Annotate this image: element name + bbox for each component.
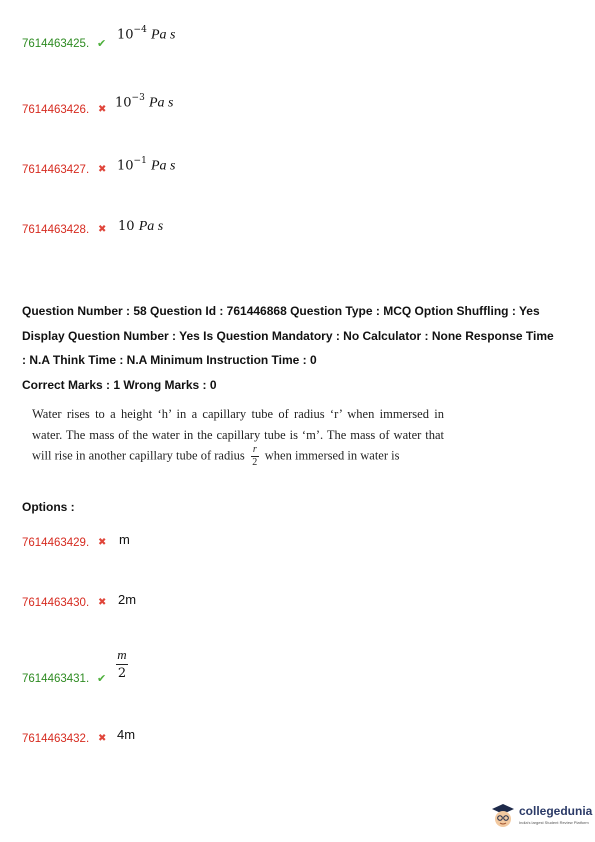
- meta-line-2: Display Question Number : Yes Is Question Mandatory : No Calculator : None Response Time: [22, 328, 554, 343]
- options-label: Options :: [22, 500, 75, 514]
- correct-check-icon: ✔: [97, 38, 107, 50]
- correct-check-icon: ✔: [97, 673, 107, 685]
- option-value: $10^{-4}$ Pa s: [117, 25, 176, 43]
- fraction-denominator: 2: [117, 666, 127, 681]
- option-id: 7614463426.: [22, 104, 90, 116]
- meta-line-3: : N.A Think Time : N.A Minimum Instruction Time : 0: [22, 353, 317, 367]
- meta-line-1: Question Number : 58 Question Id : 761446868 Question Type : MCQ Option Shuffling : Yes: [22, 304, 540, 318]
- option-id: 7614463432.: [22, 733, 90, 745]
- question-text-part1: Water rises to a height ‘h’ in a capillary tube of radius ‘r’ when immersed in water. The mass of the water in the capillary tube is ‘m’. The mass of water that will rise in another capillary tube of radius: [32, 407, 444, 463]
- option-id: 7614463427.: [22, 164, 90, 176]
- option-value-fraction: [116, 648, 128, 681]
- wrong-cross-icon: ✖: [98, 597, 107, 608]
- fraction-numerator: m: [117, 647, 127, 662]
- question-text: [32, 404, 444, 468]
- option-id: 7614463430.: [22, 597, 90, 609]
- option-value: 4m: [117, 727, 136, 742]
- wrong-cross-icon: ✖: [98, 224, 107, 235]
- student-mascot-icon: [489, 801, 517, 831]
- option-value: $10^{-3}$ Pa s: [115, 93, 174, 111]
- option-value: 2m: [118, 592, 137, 607]
- wrong-cross-icon: ✖: [98, 164, 107, 175]
- wrong-cross-icon: ✖: [98, 104, 107, 115]
- radius-fraction: [251, 445, 259, 468]
- collegedunia-logo: [489, 801, 593, 833]
- option-id: 7614463429.: [22, 537, 90, 549]
- marks-line: Correct Marks : 1 Wrong Marks : 0: [22, 377, 217, 392]
- fraction-numerator: r: [252, 444, 257, 455]
- option-value: 10 Pa s: [118, 219, 164, 234]
- wrong-cross-icon: ✖: [98, 733, 107, 744]
- option-value: m: [119, 532, 130, 547]
- option-id: 7614463431.: [22, 673, 90, 685]
- question-text-part2: when immersed in water is: [264, 448, 400, 463]
- wrong-cross-icon: ✖: [98, 537, 107, 548]
- logo-tagline: India's largest Student Review Platform: [519, 820, 589, 825]
- option-id: 7614463428.: [22, 224, 90, 236]
- question-meta: [22, 299, 577, 397]
- option-value: $10^{-1}$ Pa s: [117, 156, 176, 174]
- option-id: 7614463425.: [22, 38, 90, 50]
- fraction-denominator: 2: [252, 457, 258, 468]
- logo-name: collegedunia: [519, 804, 593, 818]
